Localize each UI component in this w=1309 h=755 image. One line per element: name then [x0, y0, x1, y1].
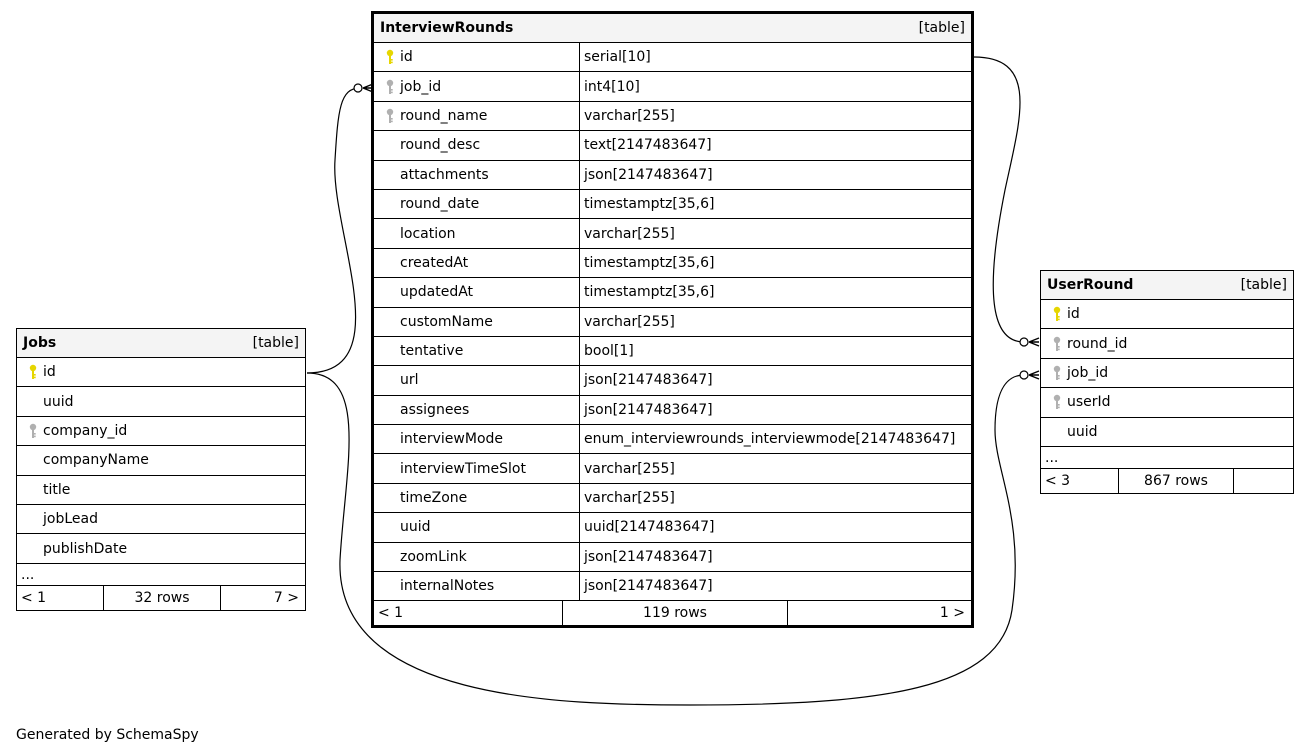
column-row[interactable] — [1041, 359, 1293, 388]
column-type: varchar[255] — [579, 484, 971, 512]
column-row[interactable] — [374, 454, 971, 483]
column-name-cell — [374, 43, 579, 71]
column-type: text[2147483647] — [579, 131, 971, 159]
column-name: userId — [1067, 394, 1111, 411]
key-icon-slot — [380, 108, 400, 124]
column-name-cell — [374, 161, 579, 189]
foreign-key-icon — [385, 108, 395, 124]
key-icon-slot — [380, 79, 400, 95]
row-count: 32 rows — [103, 586, 221, 610]
next-link[interactable]: 1 > — [939, 605, 965, 622]
column-row[interactable] — [17, 505, 305, 534]
column-row[interactable] — [17, 387, 305, 416]
column-name: timeZone — [400, 490, 468, 507]
primary-key-icon — [1052, 306, 1062, 322]
column-name-cell — [1041, 329, 1293, 357]
column-type: bool[1] — [579, 337, 971, 365]
column-name-cell — [1041, 388, 1293, 416]
column-row[interactable] — [374, 219, 971, 248]
more-columns: ... — [17, 564, 305, 586]
column-row[interactable] — [17, 476, 305, 505]
column-name-cell — [17, 387, 305, 415]
column-row[interactable] — [374, 102, 971, 131]
edge-crowfoot — [1029, 371, 1039, 379]
column-name: customName — [400, 313, 493, 330]
column-name-cell — [1041, 300, 1293, 328]
column-row[interactable] — [374, 249, 971, 278]
foreign-key-icon — [385, 79, 395, 95]
column-name: id — [1067, 306, 1080, 323]
column-name: assignees — [400, 401, 470, 418]
column-type: json[2147483647] — [579, 366, 971, 394]
table-interviewrounds[interactable] — [371, 11, 974, 628]
column-type: json[2147483647] — [579, 396, 971, 424]
column-type: int4[10] — [579, 72, 971, 100]
edge-optional-marker — [354, 84, 362, 92]
prev-link[interactable]: < 1 — [21, 589, 47, 606]
column-name-cell — [374, 572, 579, 600]
column-name-cell — [1041, 359, 1293, 387]
column-row[interactable] — [374, 131, 971, 160]
column-type: varchar[255] — [579, 454, 971, 482]
column-row[interactable] — [374, 278, 971, 307]
foreign-key-icon — [1052, 365, 1062, 381]
column-name: jobLead — [43, 511, 98, 528]
column-row[interactable] — [374, 484, 971, 513]
primary-key-icon — [385, 49, 395, 65]
column-type: timestamptz[35,6] — [579, 190, 971, 218]
column-type: timestamptz[35,6] — [579, 278, 971, 306]
column-list — [1041, 300, 1293, 447]
column-name-cell — [374, 308, 579, 336]
column-name: uuid — [400, 519, 431, 536]
column-row[interactable] — [374, 308, 971, 337]
column-name: url — [400, 372, 419, 389]
column-name-cell — [374, 102, 579, 130]
column-row[interactable] — [1041, 418, 1293, 447]
column-row[interactable] — [374, 190, 971, 219]
column-type: varchar[255] — [579, 102, 971, 130]
column-row[interactable] — [374, 366, 971, 395]
column-name: round_date — [400, 196, 480, 213]
edge-jobs-interviewrounds — [307, 88, 360, 373]
column-name: uuid — [43, 393, 74, 410]
table-name[interactable]: UserRound — [1047, 277, 1134, 293]
edge-interviewrounds-userround — [974, 57, 1024, 342]
foreign-key-icon — [1052, 394, 1062, 410]
column-name-cell — [374, 484, 579, 512]
edge-optional-marker — [1020, 338, 1028, 346]
table-kind: [table] — [252, 335, 299, 351]
next-link[interactable] — [1234, 469, 1293, 493]
column-type: uuid[2147483647] — [579, 513, 971, 541]
column-name-cell — [374, 366, 579, 394]
column-list — [374, 43, 971, 601]
column-row[interactable] — [374, 337, 971, 366]
column-row[interactable] — [1041, 300, 1293, 329]
column-type: timestamptz[35,6] — [579, 249, 971, 277]
column-name-cell — [374, 131, 579, 159]
column-name: updatedAt — [400, 284, 474, 301]
table-footer — [374, 601, 971, 625]
column-name-cell — [374, 278, 579, 306]
column-name-cell — [1041, 418, 1293, 446]
column-name: title — [43, 481, 71, 498]
table-header — [1041, 271, 1293, 300]
more-columns: ... — [1041, 447, 1293, 469]
column-name-cell — [374, 396, 579, 424]
column-name: internalNotes — [400, 578, 495, 595]
column-name: company_id — [43, 422, 128, 439]
column-row[interactable] — [374, 72, 971, 101]
column-name-cell — [17, 534, 305, 562]
column-type: json[2147483647] — [579, 161, 971, 189]
column-row[interactable] — [374, 425, 971, 454]
table-kind: [table] — [1240, 277, 1287, 293]
table-header — [17, 329, 305, 358]
prev-link[interactable]: < 1 — [378, 605, 404, 622]
key-icon-slot — [1047, 365, 1067, 381]
row-count: 867 rows — [1118, 469, 1234, 493]
column-name-cell — [374, 337, 579, 365]
column-name: uuid — [1067, 423, 1098, 440]
column-row[interactable] — [1041, 388, 1293, 417]
column-name: round_id — [1067, 335, 1128, 352]
next-link[interactable]: 7 > — [273, 589, 299, 606]
column-row[interactable] — [17, 446, 305, 475]
generated-by-credit: Generated by SchemaSpy — [16, 727, 199, 743]
column-name: id — [400, 49, 413, 66]
column-name: round_desc — [400, 137, 481, 154]
column-name: attachments — [400, 166, 489, 183]
key-icon-slot — [1047, 394, 1067, 410]
table-footer — [1041, 469, 1293, 493]
table-kind: [table] — [918, 20, 965, 36]
column-type: json[2147483647] — [579, 543, 971, 571]
column-name-cell — [17, 505, 305, 533]
column-name: createdAt — [400, 254, 469, 271]
prev-link[interactable]: < 3 — [1045, 472, 1071, 489]
column-row[interactable] — [374, 513, 971, 542]
table-userround[interactable] — [1040, 270, 1294, 494]
column-name: job_id — [400, 78, 442, 95]
table-header — [374, 14, 971, 43]
column-row[interactable] — [17, 417, 305, 446]
column-type: varchar[255] — [579, 308, 971, 336]
key-icon-slot — [23, 423, 43, 439]
column-name-cell — [374, 190, 579, 218]
column-row[interactable] — [374, 161, 971, 190]
column-name-cell — [17, 446, 305, 474]
column-row[interactable] — [17, 358, 305, 387]
column-name-cell — [374, 219, 579, 247]
column-name: id — [43, 364, 56, 381]
column-name-cell — [17, 417, 305, 445]
column-name-cell — [374, 425, 579, 453]
key-icon-slot — [23, 364, 43, 380]
column-name: job_id — [1067, 364, 1109, 381]
key-icon-slot — [1047, 306, 1067, 322]
primary-key-icon — [28, 364, 38, 380]
key-icon-slot — [1047, 336, 1067, 352]
edge-crowfoot — [1029, 338, 1039, 346]
column-row[interactable] — [374, 396, 971, 425]
foreign-key-icon — [1052, 336, 1062, 352]
column-row[interactable] — [17, 534, 305, 563]
column-type: json[2147483647] — [579, 572, 971, 600]
column-name: round_name — [400, 107, 488, 124]
column-type: serial[10] — [579, 43, 971, 71]
foreign-key-icon — [28, 423, 38, 439]
table-jobs[interactable] — [16, 328, 306, 611]
column-name-cell — [374, 543, 579, 571]
column-name: zoomLink — [400, 548, 467, 565]
column-name: interviewTimeSlot — [400, 460, 526, 477]
column-name-cell — [17, 476, 305, 504]
column-name-cell — [17, 358, 305, 386]
column-name: publishDate — [43, 540, 128, 557]
column-name: interviewMode — [400, 431, 504, 448]
table-footer — [17, 586, 305, 610]
column-row[interactable] — [374, 543, 971, 572]
column-row[interactable] — [374, 572, 971, 601]
column-name-cell — [374, 72, 579, 100]
table-name[interactable]: InterviewRounds — [380, 20, 514, 36]
column-name: tentative — [400, 343, 464, 360]
column-type: varchar[255] — [579, 219, 971, 247]
column-row[interactable] — [374, 43, 971, 72]
column-name-cell — [374, 249, 579, 277]
column-list — [17, 358, 305, 564]
column-name: location — [400, 225, 456, 242]
column-row[interactable] — [1041, 329, 1293, 358]
edge-optional-marker — [1020, 371, 1028, 379]
column-name-cell — [374, 513, 579, 541]
column-name: companyName — [43, 452, 149, 469]
row-count: 119 rows — [562, 601, 788, 625]
column-name-cell — [374, 454, 579, 482]
key-icon-slot — [380, 49, 400, 65]
column-type: enum_interviewrounds_interviewmode[2147483647] — [579, 425, 971, 453]
table-name[interactable]: Jobs — [23, 335, 57, 351]
